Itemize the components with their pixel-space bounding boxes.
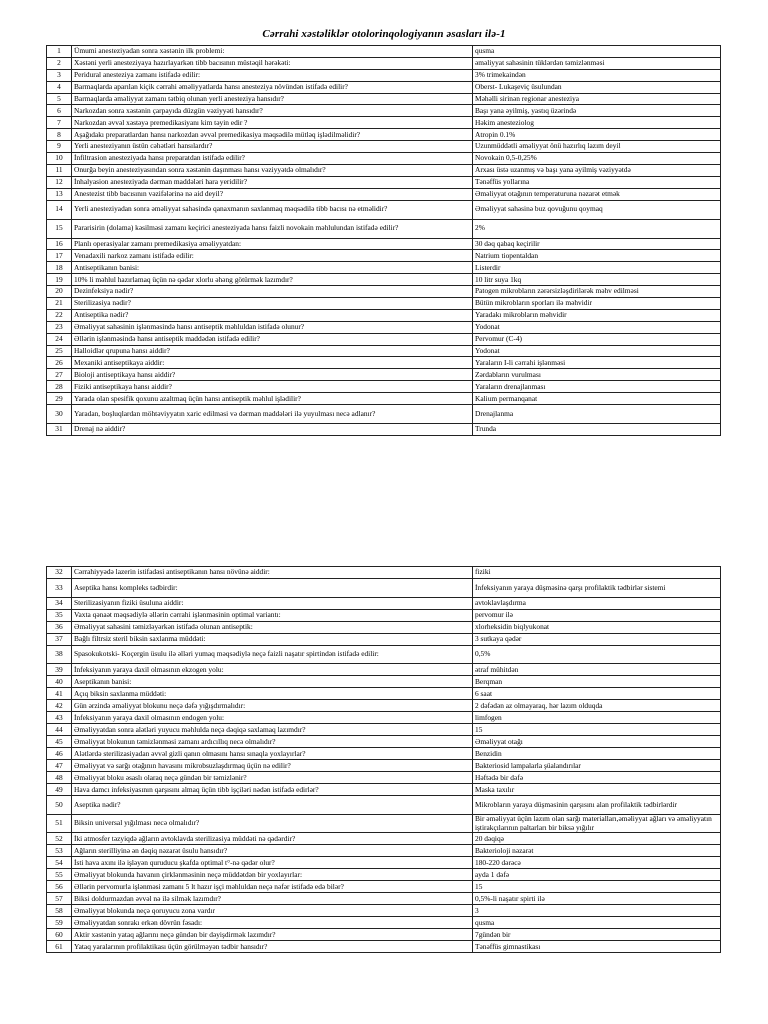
question-text: Bağlı filtrsiz steril biksin saxlanma müddəti: <box>72 633 473 645</box>
question-text: Antiseptika nədir? <box>72 309 473 321</box>
question-number: 19 <box>47 274 72 286</box>
table-row <box>47 736 721 748</box>
table-row <box>47 905 721 917</box>
answer-text: əməliyyat sahəsinin tüklərdən təmizlənməsi <box>473 57 721 69</box>
table-row <box>47 609 721 621</box>
question-text: Aktir xəstənin yataq ağlarını neçə gündən bir dəyişdirmək lazımdır? <box>72 929 473 941</box>
question-text: Bioloji antiseptikaya hansı aiddir? <box>72 369 473 381</box>
question-number: 3 <box>47 69 72 81</box>
table-row <box>47 357 721 369</box>
table-row <box>47 881 721 893</box>
question-number: 35 <box>47 609 72 621</box>
table-row <box>47 929 721 941</box>
table-row <box>47 700 721 712</box>
table-row <box>47 219 721 238</box>
table-row <box>47 333 721 345</box>
answer-text: ayda 1 dəfə <box>473 869 721 881</box>
question-text: Aşağıdakı preparatlardan hansı narkozdan əvvəl premedikasiya məqsədilə mütləq işlədilməlidir? <box>72 129 473 141</box>
table-row <box>47 309 721 321</box>
question-number: 9 <box>47 141 72 153</box>
table-row <box>47 784 721 796</box>
question-text: Əməliyyat blokunda havanın çirklənməsinin neçə müddətdən bir yoxlayırlar: <box>72 869 473 881</box>
question-number: 5 <box>47 93 72 105</box>
answer-text: Bakterioloji nəzarət <box>473 845 721 857</box>
answer-text: qusma <box>473 46 721 58</box>
answer-text: Tənəffüs yollarına <box>473 176 721 188</box>
question-number: 60 <box>47 929 72 941</box>
question-text: İnhalyasion anesteziyada dərman maddələri hara yeridilir? <box>72 176 473 188</box>
question-number: 61 <box>47 941 72 953</box>
table-row <box>47 688 721 700</box>
question-text: Hava damcı infeksiyasının qarşısını almaq üçün tibb işçiləri nədən istifadə edirlər? <box>72 784 473 796</box>
question-text: Anestezist tibb bacısının vəzifələrinə nə aid deyil? <box>72 188 473 200</box>
question-text: Cərrahiyyədə lazerin istifadəsi antiseptikanın hansı növünə aiddir: <box>72 567 473 579</box>
answer-text: Əməliyyat otağı <box>473 736 721 748</box>
table-row <box>47 645 721 664</box>
question-text: Pararisirin (dolama) kəsilməsi zamanı keçirici anesteziyada hansı faizli novokain məhlulundan istifadə edilir? <box>72 219 473 238</box>
answer-text: Natrium tiopentaldan <box>473 250 721 262</box>
table-row <box>47 200 721 219</box>
question-number: 36 <box>47 621 72 633</box>
page-title: Cərrahi xəstəliklər otolorinqologiyanın əsasları ilə-1 <box>262 28 506 40</box>
question-number: 16 <box>47 238 72 250</box>
table-row <box>47 93 721 105</box>
table-row <box>47 298 721 310</box>
question-number: 21 <box>47 298 72 310</box>
question-number: 8 <box>47 129 72 141</box>
question-text: Vaxta qənaət məqsədiylə əllərin cərrahi işlənməsinin optimal variantı: <box>72 609 473 621</box>
table-row <box>47 238 721 250</box>
table-row <box>47 141 721 153</box>
question-number: 20 <box>47 286 72 298</box>
answer-text: Maska taxılır <box>473 784 721 796</box>
table-row <box>47 941 721 953</box>
table-row <box>47 760 721 772</box>
table-row <box>47 796 721 815</box>
answer-text: Yaradakı mikrobların məhvidir <box>473 309 721 321</box>
answer-text: xlorheksidin biqlyukonat <box>473 621 721 633</box>
question-number: 54 <box>47 857 72 869</box>
question-text: Aseptikanın banisi: <box>72 676 473 688</box>
question-number: 12 <box>47 176 72 188</box>
answer-text: 6 saat <box>473 688 721 700</box>
question-number: 28 <box>47 381 72 393</box>
question-text: Yerli anesteziyadan sonra əməliyyat sahəsində qanaxmanın saxlanmaq məqsədilə tibb bacısı nə etməlidir? <box>72 200 473 219</box>
answer-text: Yaraların drenajlanması <box>473 381 721 393</box>
answer-text: Drenajlanma <box>473 405 721 424</box>
table-row <box>47 262 721 274</box>
answer-text: 0,5% <box>473 645 721 664</box>
question-number: 15 <box>47 219 72 238</box>
question-number: 34 <box>47 597 72 609</box>
answer-text: Yodonat <box>473 345 721 357</box>
table-row <box>47 164 721 176</box>
question-text: İnfeksiyanın yaraya daxil olmasının endogen yolu: <box>72 712 473 724</box>
question-text: Peridural anesteziya zamanı istifadə edilir: <box>72 69 473 81</box>
question-text: İnfiltrasion anesteziyada hansı preparatdan istifadə edilir? <box>72 153 473 165</box>
table-row <box>47 274 721 286</box>
answer-text: 15 <box>473 724 721 736</box>
answer-text: Novokain 0,5-0,25% <box>473 153 721 165</box>
question-text: Narkozdan sonra xəstənin çarpayıda düzgün vəziyyəti hansıdır? <box>72 105 473 117</box>
table-row <box>47 153 721 165</box>
answer-text: Patogen mikrobların zərərsizləşdirilərək məhv edilməsi <box>473 286 721 298</box>
question-text: Venadaxili narkoz zamanı istifadə edilir: <box>72 250 473 262</box>
table-row <box>47 81 721 93</box>
question-text: İki atmosfer təzyiqdə ağların avtoklavda sterilizasiya müddəti nə qədərdir? <box>72 833 473 845</box>
question-number: 33 <box>47 579 72 598</box>
answer-text: qusma <box>473 917 721 929</box>
question-text: Əməliyyatdan sonra alətləri yuyucu məhlulda neçə dəqiqə saxlamaq lazımdır? <box>72 724 473 736</box>
question-number: 23 <box>47 321 72 333</box>
question-text: Yataq yaralarının profilaktikası üçün görülməyən tədbir hansıdır? <box>72 941 473 953</box>
question-text: Biksin universal yığılması necə olmalıdır? <box>72 814 473 833</box>
answer-text: 10 litr suya 1kq <box>473 274 721 286</box>
question-text: Əməliyyat sahəsini təmizləyərkən istifadə olunan antiseptik: <box>72 621 473 633</box>
answer-text: Məhəlli sirinən regionar anesteziya <box>473 93 721 105</box>
answer-text: Bir əməliyyat üçün lazım olan sarğı materialları,əməliyyat ağları və əməliyyatın iştirakçılarının paltarları bir biksə yığılır <box>473 814 721 833</box>
question-number: 27 <box>47 369 72 381</box>
answer-text: Kalium permanqanat <box>473 393 721 405</box>
question-number: 4 <box>47 81 72 93</box>
question-number: 58 <box>47 905 72 917</box>
question-number: 10 <box>47 153 72 165</box>
question-text: Açıq biksin saxlanma müddəti: <box>72 688 473 700</box>
table-row <box>47 188 721 200</box>
table-row <box>47 424 721 436</box>
question-number: 47 <box>47 760 72 772</box>
question-number: 44 <box>47 724 72 736</box>
answer-text: Həkim anesteziolog <box>473 117 721 129</box>
question-number: 52 <box>47 833 72 845</box>
answer-text: 30 dəq qabaq keçirilir <box>473 238 721 250</box>
answer-text: Bütün mikrobların sporları ilə məhvidir <box>473 298 721 310</box>
answer-text: 7gündən bir <box>473 929 721 941</box>
question-text: Narkozdan əvvəl xəstəyə premedikasiyanı kim təyin edir ? <box>72 117 473 129</box>
question-number: 48 <box>47 772 72 784</box>
question-text: Yarada olan spesifik qoxunu azaltmaq üçün hansı antiseptik məhlul işlədilir? <box>72 393 473 405</box>
question-number: 2 <box>47 57 72 69</box>
table-row <box>47 321 721 333</box>
table-row <box>47 105 721 117</box>
question-number: 11 <box>47 164 72 176</box>
answer-text: Əməliyyat otağının temperaturuna nəzarət etmək <box>473 188 721 200</box>
question-text: Dezinfeksiya nədir? <box>72 286 473 298</box>
question-text: Sterilizasiya nədir? <box>72 298 473 310</box>
question-text: Spasokukotski- Koçergin üsulu ilə əlləri yumaq məqsədiylə neçə faizli naşatır spirtindən istifadə edilir: <box>72 645 473 664</box>
table-row <box>47 381 721 393</box>
question-number: 32 <box>47 567 72 579</box>
table-row <box>47 46 721 58</box>
table-row <box>47 369 721 381</box>
table-row <box>47 857 721 869</box>
question-text: Yaradan, boşluqlardan möhtəviyyatın xaric edilməsi və dərman maddələri ilə yuyulması necə adlanır? <box>72 405 473 424</box>
question-number: 42 <box>47 700 72 712</box>
question-number: 45 <box>47 736 72 748</box>
question-number: 1 <box>47 46 72 58</box>
question-text: Antiseptikanın banisi: <box>72 262 473 274</box>
table-row <box>47 833 721 845</box>
question-text: Əməliyyat blokunda neçə qoruyucu zona vardır <box>72 905 473 917</box>
answer-text: Tənəffüs gimnastikası <box>473 941 721 953</box>
question-text: Fiziki antiseptikaya hansı aiddir? <box>72 381 473 393</box>
table-row <box>47 869 721 881</box>
answer-text: 2 dəfədən az olmayaraq, hər lazım olduqda <box>473 700 721 712</box>
question-text: Əməliyyatdan sonrakı erkən dövrün fəsadı: <box>72 917 473 929</box>
question-text: Planlı operasiyalar zamanı premedikasiya əməliyyatdan: <box>72 238 473 250</box>
answer-text: 3 sutkaya qədər <box>473 633 721 645</box>
question-number: 50 <box>47 796 72 815</box>
question-text: Aseptika hansı kompleks tədbirdir: <box>72 579 473 598</box>
question-text: İsti hava axını ilə işləyən quruducu şkafda optimal t°-nə qədər olur? <box>72 857 473 869</box>
answer-text: Benzidin <box>473 748 721 760</box>
table-row <box>47 814 721 833</box>
answer-text: 0,5%-li naşatır spirti ilə <box>473 893 721 905</box>
table-row <box>47 129 721 141</box>
table-row <box>47 621 721 633</box>
question-text: Onurğa beyin anesteziyasından sonra xəstənin daşınması hansı vəziyyətdə olmalıdır? <box>72 164 473 176</box>
answer-text: ətraf mühitdən <box>473 664 721 676</box>
question-number: 56 <box>47 881 72 893</box>
answer-text: Zərdabların vurulması <box>473 369 721 381</box>
question-text: Əməliyyat və sarğı otağının havasını mikrobsuzlaşdırmaq üçün nə edilir? <box>72 760 473 772</box>
table-row <box>47 405 721 424</box>
answer-text: Trunda <box>473 424 721 436</box>
question-number: 26 <box>47 357 72 369</box>
question-text: Drenaj nə aiddir? <box>72 424 473 436</box>
table-row <box>47 664 721 676</box>
question-text: Halloidlər qrupuna hansı aiddir? <box>72 345 473 357</box>
table-row <box>47 69 721 81</box>
answer-text: limfogen <box>473 712 721 724</box>
table-row <box>47 748 721 760</box>
table-row <box>47 845 721 857</box>
question-number: 46 <box>47 748 72 760</box>
question-number: 53 <box>47 845 72 857</box>
question-number: 41 <box>47 688 72 700</box>
answer-text: Əməliyyat sahəsinə buz qovuğunu qoymaq <box>473 200 721 219</box>
questions-table-part-2 <box>46 566 721 953</box>
question-number: 17 <box>47 250 72 262</box>
question-number: 49 <box>47 784 72 796</box>
answer-text: İnfeksiyanın yaraya düşməsinə qarşı profilaktik tədbirlər sistemi <box>473 579 721 598</box>
question-number: 40 <box>47 676 72 688</box>
question-number: 13 <box>47 188 72 200</box>
table-row <box>47 286 721 298</box>
table-row <box>47 676 721 688</box>
question-text: Biksi doldurmazdan əvvəl nə ilə silmək lazımdır? <box>72 893 473 905</box>
answer-text: Mikrobların yaraya düşməsinin qarşısını alan profilaktik tədbirlərdir <box>473 796 721 815</box>
table-row <box>47 893 721 905</box>
answer-text: Arxası üstə uzanmış və başı yana əyilmiş vəziyyətdə <box>473 164 721 176</box>
question-text: Əllərin işlənməsində hansı antiseptik maddədən istifadə edilir? <box>72 333 473 345</box>
answer-text: 180-220 dərəcə <box>473 857 721 869</box>
question-number: 22 <box>47 309 72 321</box>
question-number: 43 <box>47 712 72 724</box>
answer-text: 3% trimekaindən <box>473 69 721 81</box>
answer-text: Berqman <box>473 676 721 688</box>
table-row <box>47 567 721 579</box>
question-number: 37 <box>47 633 72 645</box>
question-text: Gün ərzində əməliyyat blokunu neçə dəfə yığışdırmalıdır: <box>72 700 473 712</box>
question-number: 6 <box>47 105 72 117</box>
answer-text: Listerdir <box>473 262 721 274</box>
table-row <box>47 597 721 609</box>
answer-text: Oberst- Lukaşeviç üsulundan <box>473 81 721 93</box>
table-row <box>47 117 721 129</box>
question-number: 30 <box>47 405 72 424</box>
question-number: 38 <box>47 645 72 664</box>
table-row <box>47 772 721 784</box>
table-row <box>47 633 721 645</box>
question-text: 10% li məhlul hazırlamaq üçün nə qədər xlorlu əhəng götürmək lazımdır? <box>72 274 473 286</box>
table-row <box>47 724 721 736</box>
answer-text: Yaraların I-li cərrahi işlənməsi <box>473 357 721 369</box>
answer-text: Yodonat <box>473 321 721 333</box>
answer-text: Həftədə bir dəfə <box>473 772 721 784</box>
question-number: 24 <box>47 333 72 345</box>
answer-text: fiziki <box>473 567 721 579</box>
question-text: Sterilizasiyanın fiziki üsuluna aiddir: <box>72 597 473 609</box>
question-number: 59 <box>47 917 72 929</box>
question-text: Xəstəni yerli anesteziyaya hazırlayarkən tibb bacısının müstəqil hərəkəti: <box>72 57 473 69</box>
table-row <box>47 57 721 69</box>
question-text: Mexaniki antiseptikaya aiddir: <box>72 357 473 369</box>
answer-text: 3 <box>473 905 721 917</box>
table-row <box>47 712 721 724</box>
answer-text: Uzunmüddətli əməliyyat önü hazırlıq lazım deyil <box>473 141 721 153</box>
table-row <box>47 393 721 405</box>
question-text: Barmaqlarda aparılan kiçik cərrahi əməliyyatlarda hansı anesteziya növündən istifadə edilir? <box>72 81 473 93</box>
answer-text: Başı yana əyilmiş, yastıq üzərində <box>473 105 721 117</box>
question-text: Alətlərdə sterilizasiyadan əvvəl gizli qanın olmasını hansı sınaqla yoxlayırlar? <box>72 748 473 760</box>
questions-table-part-1 <box>46 45 721 436</box>
table-row <box>47 345 721 357</box>
question-text: Əllərin pervomurla işlənməsi zamanı 5 lt hazır işçi məhluldan neçə nəfər istifadə edə bilər? <box>72 881 473 893</box>
question-number: 55 <box>47 869 72 881</box>
question-number: 7 <box>47 117 72 129</box>
question-number: 29 <box>47 393 72 405</box>
question-text: Əməliyyat blokunun təmizlənməsi zamanı ardıcıllıq necə olmalıdır? <box>72 736 473 748</box>
question-number: 14 <box>47 200 72 219</box>
question-text: Barmaqlarda əməliyyat zamanı tətbiq olunan yerli anesteziya hansıdır? <box>72 93 473 105</box>
question-text: Yerli anesteziyanın üstün cəhətləri hansılardır? <box>72 141 473 153</box>
question-text: Ümumi anesteziyadan sonra xəstənin ilk problemi: <box>72 46 473 58</box>
answer-text: 20 dəqiqə <box>473 833 721 845</box>
table-row <box>47 176 721 188</box>
answer-text: pervomur ilə <box>473 609 721 621</box>
question-text: İnfeksiyanın yaraya daxil olmasının ekzogen yolu: <box>72 664 473 676</box>
answer-text: 15 <box>473 881 721 893</box>
table-row <box>47 917 721 929</box>
question-number: 31 <box>47 424 72 436</box>
question-text: Ağların sterilliyinə ən dəqiq nəzarət üsulu hansıdır? <box>72 845 473 857</box>
answer-text: avtoklavlaşdırma <box>473 597 721 609</box>
question-number: 57 <box>47 893 72 905</box>
answer-text: Bakteriosid lampalarla şüalandırılar <box>473 760 721 772</box>
answer-text: Atropin 0.1% <box>473 129 721 141</box>
table-row <box>47 579 721 598</box>
table-row <box>47 250 721 262</box>
question-text: Aseptika nədir? <box>72 796 473 815</box>
question-text: Əməliyyat sahəsinin işlənməsində hansı antiseptik məhluldan istifadə olunur? <box>72 321 473 333</box>
question-number: 39 <box>47 664 72 676</box>
answer-text: Pervomur (C-4) <box>473 333 721 345</box>
question-text: Əməliyyat bloku əsaslı olaraq neçə gündən bir təmizlənir? <box>72 772 473 784</box>
question-number: 25 <box>47 345 72 357</box>
question-number: 51 <box>47 814 72 833</box>
question-number: 18 <box>47 262 72 274</box>
answer-text: 2% <box>473 219 721 238</box>
